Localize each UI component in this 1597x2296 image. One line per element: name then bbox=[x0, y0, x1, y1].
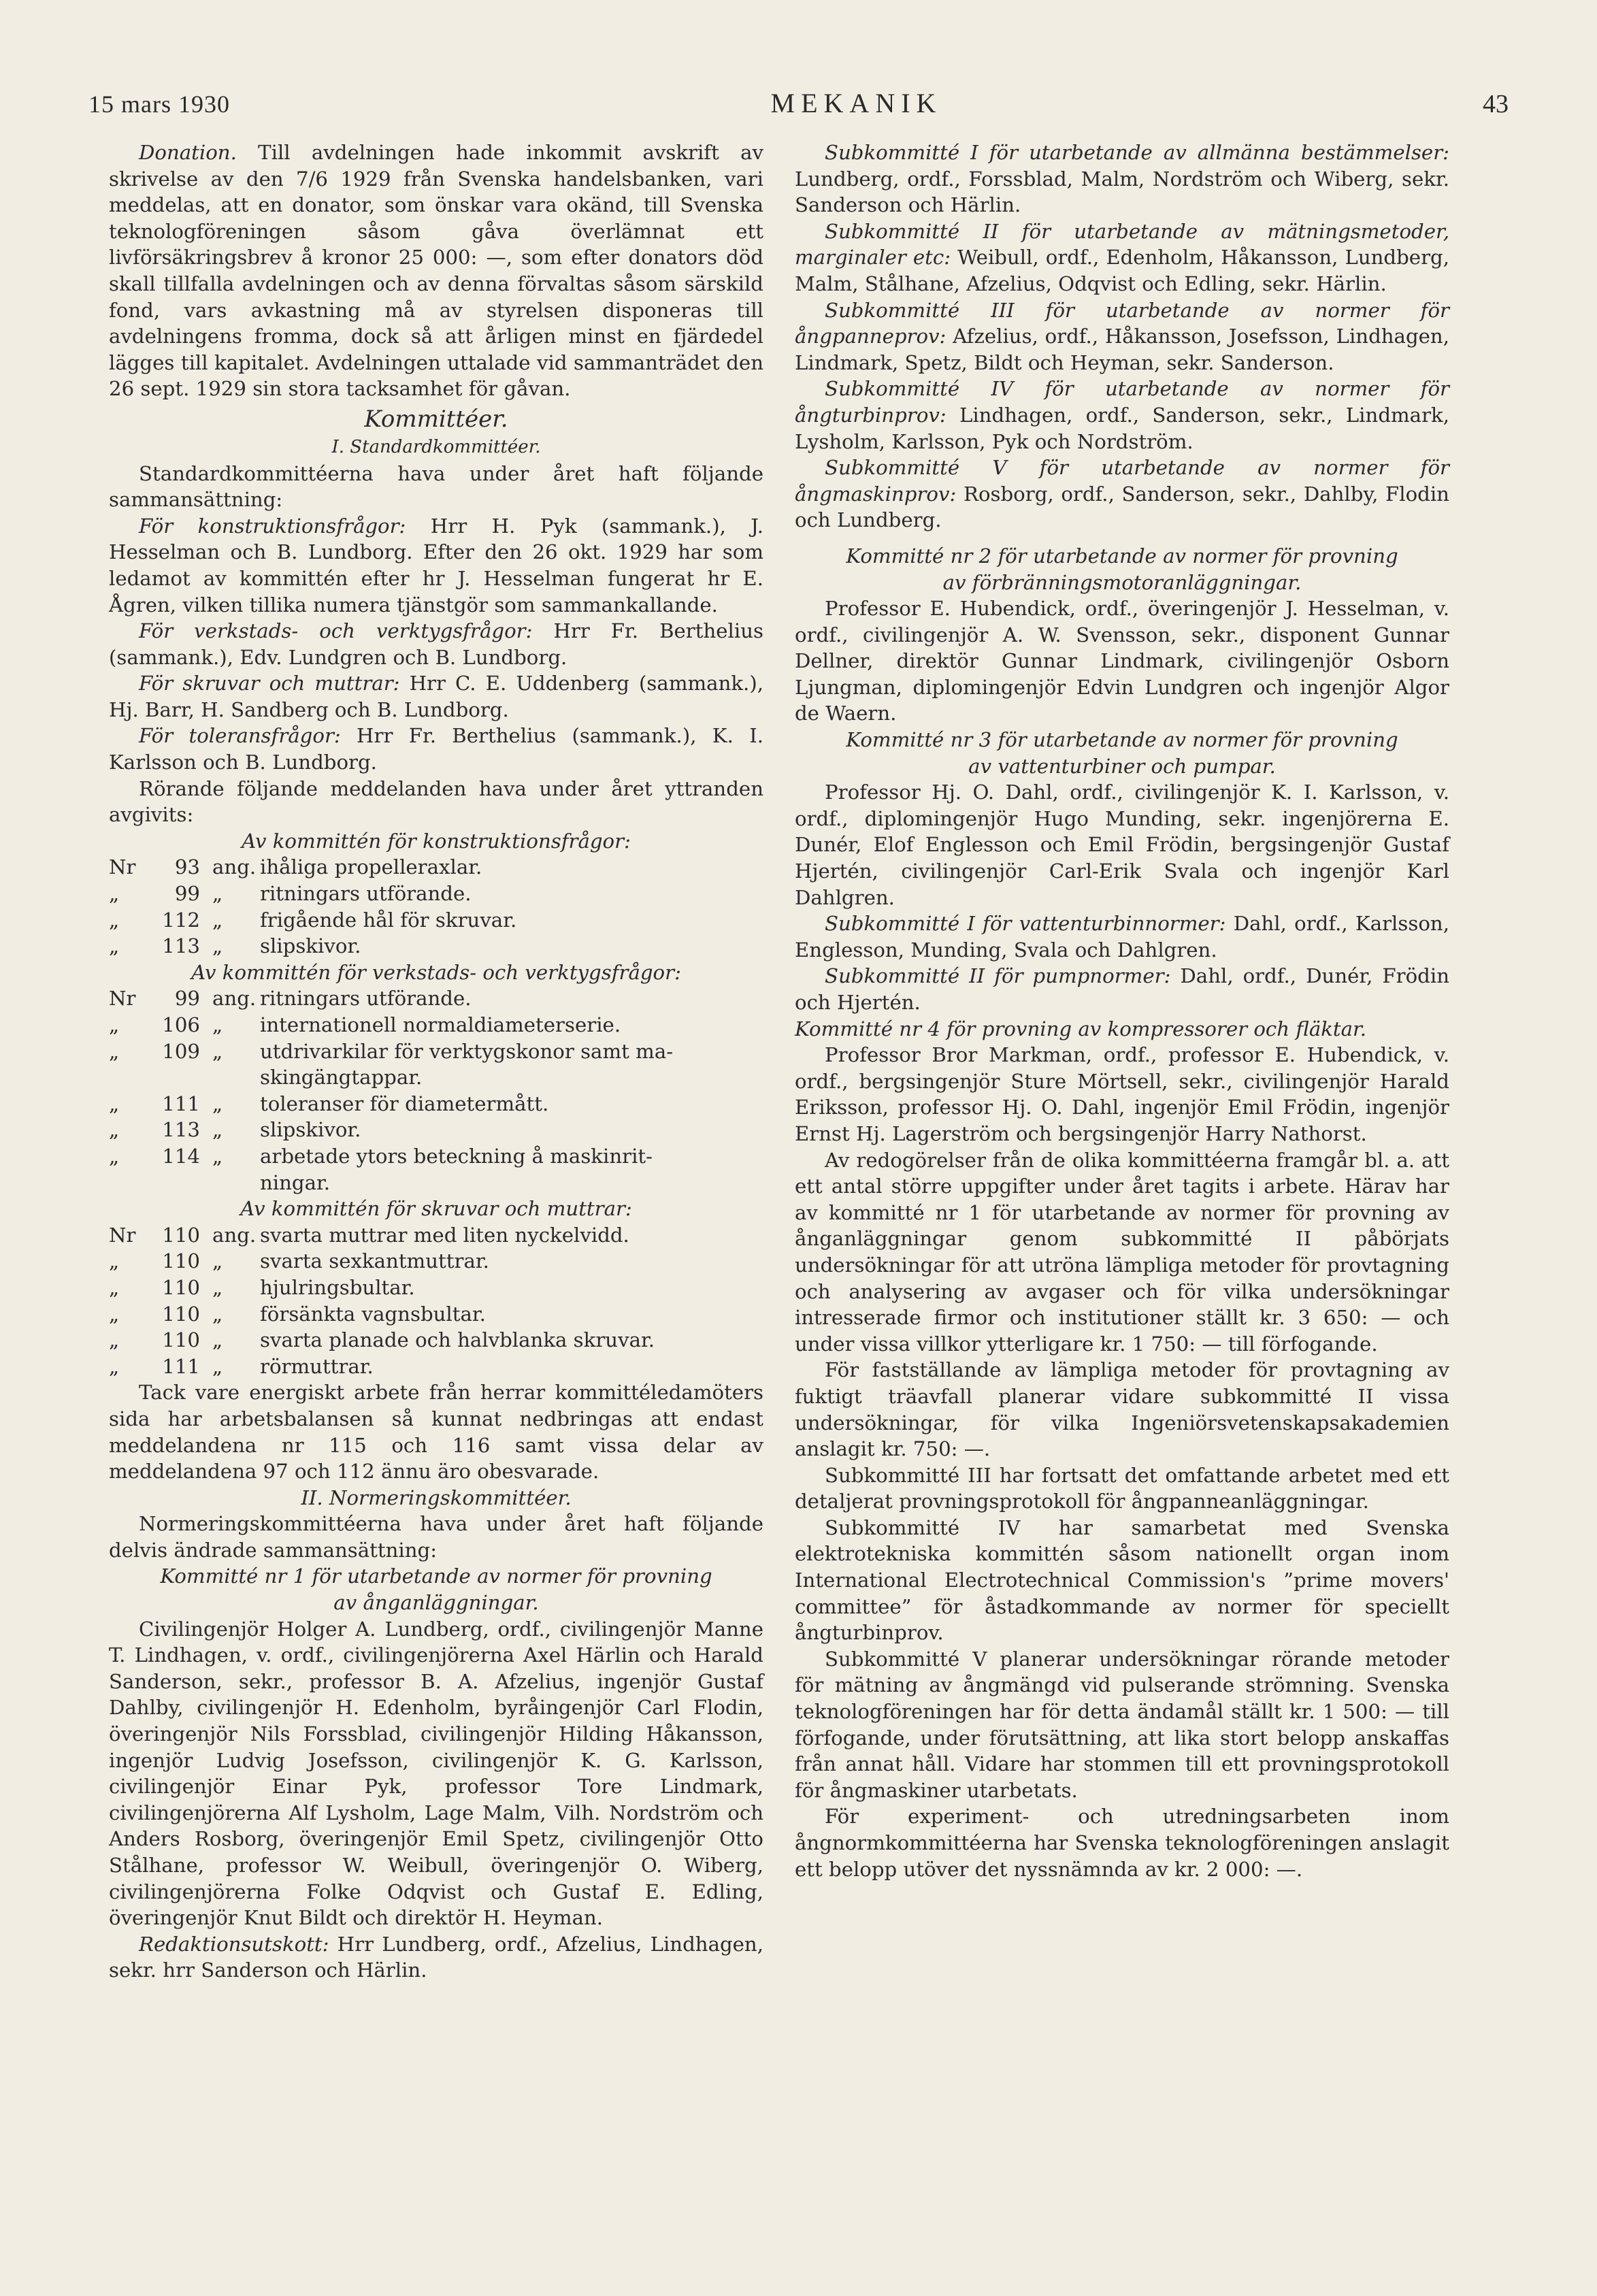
list-item-abbrev: „ bbox=[212, 1144, 223, 1168]
list-verkstads bbox=[109, 985, 763, 1196]
list-item-prefix: „ bbox=[109, 1354, 120, 1378]
kommitte1-title: Kommitté nr 1 för utarbetande av normer för provning bbox=[160, 1564, 712, 1588]
subkommitte2-paragraph: Subkommitté II för utarbetande av mätningsmetoder, marginaler etc: Weibull, ordf., Edenholm, Håkansson, Lundberg, Malm, Stålhane, Afzelius, Odqvist och Edling, sekr. Härlin. bbox=[795, 219, 1449, 295]
konstruktion-label: För konstruktionsfrågor: bbox=[139, 514, 406, 538]
subsection-title-normering: II. Normeringskommittéer. bbox=[301, 1486, 572, 1509]
list-item-number: 99 bbox=[174, 882, 200, 906]
k3-subkommitte1-label: Subkommitté I för vattenturbinnormer: bbox=[825, 912, 1226, 936]
tolerans-paragraph: För toleransfrågor: Hrr Fr. Berthelius (sammank.), K. I. Karlsson och B. Lundborg. bbox=[109, 724, 763, 774]
redaktionsutskott-label: Redaktionsutskott: bbox=[139, 1932, 329, 1956]
subkommitte4-label: Subkommitté IV för utarbetande av normer för ångturbinprov: bbox=[795, 377, 1449, 427]
list-item-prefix: „ bbox=[109, 882, 120, 906]
list-item bbox=[109, 1012, 763, 1038]
redaktionsutskott-paragraph: Redaktionsutskott: Hrr Lundberg, ordf., Afzelius, Lindhagen, sekr. hrr Sanderson och Härlin. bbox=[109, 1932, 763, 1982]
list-item bbox=[109, 1143, 763, 1170]
list-item-number: 110 bbox=[162, 1275, 200, 1299]
list-item-number: 110 bbox=[162, 1302, 200, 1326]
list-item-number: 113 bbox=[162, 1118, 200, 1142]
list-item-prefix: „ bbox=[109, 1302, 120, 1326]
kommitte2-title: Kommitté nr 2 för utarbetande av normer för provning bbox=[846, 544, 1398, 568]
list-item bbox=[109, 907, 763, 934]
header-date: 15 mars 1930 bbox=[88, 91, 230, 118]
kommitte3-title-line2: av vattenturbiner och pumpar. bbox=[968, 754, 1276, 778]
standard-intro: Standardkommittéerna hava under året haft följande sammansättning: bbox=[109, 461, 763, 512]
subkommitte1-paragraph: Subkommitté I för utarbetande av allmänna bestämmelser: Lundberg, ordf., Forssblad, Malm, Nordström och Wiberg, sekr. Sanderson och Härlin. bbox=[795, 141, 1449, 217]
list-item-abbrev: „ bbox=[212, 1118, 223, 1142]
list-item-continuation: ningar. bbox=[260, 1170, 331, 1194]
kommitte4-title: Kommitté nr 4 för provning av kompressorer och fläktar. bbox=[795, 1017, 1367, 1040]
konstruktion-paragraph: För konstruktionsfrågor: Hrr H. Pyk (sammank.), J. Hesselman och B. Lundborg. Efter den 26 okt. 1929 har som ledamot av kommittén efter hr J. Hesselman fungerat hr E. Ågren, vilken tillika numera tjänstgör som sammankallande. bbox=[109, 514, 763, 617]
list-item-prefix: „ bbox=[109, 1013, 120, 1036]
list-skruvar bbox=[109, 1222, 763, 1380]
list2-title: Av kommittén för verkstads- och verktygsfrågor: bbox=[191, 960, 681, 984]
list-item-prefix: „ bbox=[109, 1275, 120, 1299]
kommitte2-members: Professor E. Hubendick, ordf., överingenjör J. Hesselman, v. ordf., civilingenjör A. W. Svensson, sekr., disponent Gunnar Dellner, direktör Gunnar Lindmark, civilingenjör Osborn Ljungman, diplomingenjör Edvin Lundgren och ingenjör Algor de Waern. bbox=[795, 597, 1449, 725]
list-item-number: 110 bbox=[162, 1223, 200, 1247]
subsection-title-standard: I. Standardkommittéer. bbox=[331, 436, 541, 457]
list-item-text: rörmuttrar. bbox=[260, 1354, 374, 1378]
list-item-number: 109 bbox=[162, 1039, 200, 1063]
list-item-number: 112 bbox=[162, 908, 200, 932]
list-item-text: svarta planade och halvblanka skruvar. bbox=[260, 1328, 655, 1352]
list-item-continuation: skingängtappar. bbox=[260, 1066, 423, 1089]
donation-text: Till avdelningen hade inkommit avskrift av skrivelse av den 7/6 1929 från Svenska handelsbanken, vari meddelas, att en donator, som önskar vara okänd, till Svenska teknologföreningen såsom gåva överlämnat ett livförsäkringsbrev å kronor 25 000: —, som efter donators död skall tillfalla avdelningen och av denna förvaltas såsom särskild fond, vars avkastning må av styrelsen disponeras till avdelningens fromma, dock så att årligen minst en fjärdedel lägges till kapitalet. Avdelningen uttalade vid sammanträdet den 26 sept. 1929 sin stora tacksamhet för gåvan. bbox=[109, 141, 763, 401]
provtagning-paragraph: För fastställande av lämpliga metoder för provtagning av fuktigt träavfall planerar vidare subkommitté II vissa undersökningar, för vilka Ingeniörsvetenskapsakademien anslagit kr. 750: —. bbox=[795, 1358, 1449, 1461]
k3-subkommitte2-paragraph: Subkommitté II för pumpnormer: Dahl, ordf., Dunér, Frödin och Hjertén. bbox=[795, 964, 1449, 1014]
list-item-number: 111 bbox=[162, 1354, 200, 1378]
list-item-prefix: „ bbox=[109, 1039, 120, 1063]
donation-paragraph bbox=[109, 140, 763, 402]
list-item-prefix: „ bbox=[109, 934, 120, 958]
donation-lead: Donation. bbox=[139, 141, 237, 164]
section-title-kommitteer: Kommittéer. bbox=[364, 405, 508, 433]
left-column bbox=[109, 140, 763, 1984]
list-item-prefix: Nr bbox=[109, 987, 136, 1011]
list-item-abbrev: ang. bbox=[212, 1223, 257, 1247]
list-item-text: svarta muttrar med liten nyckelvidd. bbox=[260, 1223, 629, 1247]
list-item-text: ritningars utförande. bbox=[260, 882, 472, 906]
tack-paragraph: Tack vare energiskt arbete från herrar kommittéledamöters sida har arbetsbalansen så kunnat nedbringas att endast meddelandena nr 115 och 116 samt vissa delar av meddelandena 97 och 112 ännu äro obesvarade. bbox=[109, 1381, 763, 1483]
kommitte1-title-line2: av ånganläggningar. bbox=[333, 1591, 539, 1615]
list-item bbox=[109, 1248, 763, 1275]
list-item bbox=[109, 1327, 763, 1354]
list-item-abbrev: „ bbox=[212, 1249, 223, 1273]
subkommitte5-work-paragraph: Subkommitté V planerar undersökningar rörande metoder för mätning av ångmängd vid pulserande strömning. Svenska teknologföreningen har för detta ändamål ställt kr. 1 500: — till förfogande, under förutsättning, att lika stort belopp anskaffas från annat håll. Vidare har stommen till ett provningsprotokoll för ångmaskiner utarbetats. bbox=[795, 1647, 1449, 1802]
normering-intro: Normeringskommittéerna hava under året haft följande delvis ändrade sammansättning: bbox=[109, 1512, 763, 1562]
list-item-abbrev: „ bbox=[212, 1328, 223, 1352]
list-item-text: arbetade ytors beteckning å maskinrit- bbox=[260, 1144, 653, 1168]
list3-title: Av kommittén för skruvar och muttrar: bbox=[240, 1197, 632, 1221]
list-konstruktion bbox=[109, 854, 763, 959]
k3-subkommitte1-paragraph: Subkommitté I för vattenturbinnormer: Dahl, ordf., Karlsson, Englesson, Munding, Svala och Dahlgren. bbox=[795, 912, 1449, 962]
list-item bbox=[109, 881, 763, 907]
right-column bbox=[795, 140, 1449, 1882]
list-item-text: ritningars utförande. bbox=[260, 987, 472, 1011]
list-item-abbrev: „ bbox=[212, 908, 223, 932]
list-item-prefix: Nr bbox=[109, 1223, 136, 1247]
list-item-text: utdrivarkilar för verktygskonor samt ma- bbox=[260, 1039, 674, 1063]
subkommitte3-work-paragraph: Subkommitté III har fortsatt det omfattande arbetet med ett detaljerat provningsprotokoll för ångpanneanläggningar. bbox=[795, 1463, 1449, 1513]
list-item-number: 110 bbox=[162, 1249, 200, 1273]
list-item-number: 114 bbox=[162, 1144, 200, 1168]
kommitte1-members: Civilingenjör Holger A. Lundberg, ordf., civilingenjör Manne T. Lindhagen, v. ordf., civilingenjörerna Axel Härlin och Harald Sanderson, sekr., professor B. A. Afzelius, ingenjör Gustaf Dahlby, civilingenjör H. Edenholm, byråingenjör Carl Flodin, överingenjör Nils Forssblad, civilingenjör Hilding Håkansson, ingenjör Ludvig Josefsson, civilingenjör K. G. Karlsson, civilingenjör Einar Pyk, professor Tore Lindmark, civilingenjörerna Alf Lysholm, Lage Malm, Vilh. Nordström och Anders Rosborg, överingenjör Emil Spetz, civilingenjör Otto Stålhane, professor W. Weibull, överingenjör O. Wiberg, civilingenjörerna Folke Odqvist och Gustaf E. Edling, överingenjör Knut Bildt och direktör H. Heyman. bbox=[109, 1617, 763, 1930]
list-item-prefix: „ bbox=[109, 1092, 120, 1115]
verkstads-label: För verkstads- och verktygsfrågor: bbox=[139, 619, 533, 643]
rorande-paragraph: Rörande följande meddelanden hava under året yttranden avgivits: bbox=[109, 776, 763, 827]
kommitte3-title: Kommitté nr 3 för utarbetande av normer för provning bbox=[846, 728, 1398, 752]
list-item-text: toleranser för diametermått. bbox=[260, 1092, 549, 1115]
list-item-prefix: „ bbox=[109, 1144, 120, 1168]
list-item bbox=[109, 1301, 763, 1328]
list1-title: Av kommittén för konstruktionsfrågor: bbox=[242, 829, 631, 853]
list-item-number: 111 bbox=[162, 1092, 200, 1115]
header-journal-title: MEKANIK bbox=[770, 88, 942, 118]
subkommitte3-label: Subkommitté III för utarbetande av normer för ångpanneprov: bbox=[795, 298, 1449, 348]
list-item-text: hjulringsbultar. bbox=[260, 1275, 415, 1299]
list-item bbox=[109, 1091, 763, 1117]
list-item-abbrev: ang. bbox=[212, 855, 257, 879]
list-item-text: slipskivor. bbox=[260, 934, 361, 958]
list-item-abbrev: „ bbox=[212, 1302, 223, 1326]
list-item bbox=[109, 1222, 763, 1249]
subkommitte3-paragraph: Subkommitté III för utarbetande av normer för ångpanneprov: Afzelius, ordf., Håkansson, Josefsson, Lindhagen, Lindmark, Spetz, Bildt och Heyman, sekr. Sanderson. bbox=[795, 298, 1449, 374]
list-item-number: 106 bbox=[162, 1013, 200, 1036]
header-page-number: 43 bbox=[1482, 90, 1509, 118]
list-item bbox=[109, 985, 763, 1012]
kommitte3-members: Professor Hj. O. Dahl, ordf., civilingenjör K. I. Karlsson, v. ordf., diplomingenjör Hugo Munding, sekr. ingenjörerna E. Dunér, Elof Englesson och Emil Frödin, bergsingenjör Gustaf Hjertén, civilingenjör Carl-Erik Svala och ingenjör Karl Dahlgren. bbox=[795, 781, 1449, 909]
list-item-abbrev: „ bbox=[212, 1275, 223, 1299]
subkommitte5-label: Subkommitté V för utarbetande av normer för ångmaskinprov: bbox=[795, 456, 1449, 506]
list-item-text: svarta sexkantmuttrar. bbox=[260, 1249, 489, 1273]
list-item-abbrev: „ bbox=[212, 882, 223, 906]
list-item bbox=[109, 854, 763, 881]
list-item-number: 93 bbox=[174, 855, 200, 879]
kommitte2-title-line2: av förbränningsmotoranläggningar. bbox=[942, 570, 1302, 594]
list-item-abbrev: „ bbox=[212, 1354, 223, 1378]
list-item-number: 110 bbox=[162, 1328, 200, 1352]
list-item bbox=[109, 1038, 763, 1065]
list-item bbox=[109, 1117, 763, 1143]
subkommitte1-label: Subkommitté I för utarbetande av allmänna bestämmelser: bbox=[825, 141, 1449, 164]
list-item bbox=[109, 1275, 763, 1301]
skruvar-label: För skruvar och muttrar: bbox=[139, 672, 400, 695]
list-item-abbrev: „ bbox=[212, 934, 223, 958]
list-item-prefix: „ bbox=[109, 1118, 120, 1142]
experiment-paragraph: För experiment- och utredningsarbeten inom ångnormkommittéerna har Svenska teknologföreningen anslagit ett belopp utöver det nyssnämnda av kr. 2 000: —. bbox=[795, 1805, 1449, 1881]
subkommitte4-paragraph: Subkommitté IV för utarbetande av normer för ångturbinprov: Lindhagen, ordf., Sanderson, sekr., Lindmark, Lysholm, Karlsson, Pyk och Nordström. bbox=[795, 377, 1449, 453]
list-item-text: försänkta vagnsbultar. bbox=[260, 1302, 486, 1326]
list-item-abbrev: „ bbox=[212, 1039, 223, 1063]
skruvar-paragraph: För skruvar och muttrar: Hrr C. E. Uddenberg (sammank.), Hj. Barr, H. Sandberg och B. Lundborg. bbox=[109, 672, 763, 721]
list-item-text: ihåliga propelleraxlar. bbox=[260, 855, 482, 879]
list-item-number: 113 bbox=[162, 934, 200, 958]
list-item-prefix: „ bbox=[109, 908, 120, 932]
k3-subkommitte2-label: Subkommitté II för pumpnormer: bbox=[825, 964, 1171, 988]
list-item-number: 99 bbox=[174, 987, 200, 1011]
list-item bbox=[109, 1354, 763, 1380]
subkommitte4-work-paragraph: Subkommitté IV har samarbetat med Svenska elektrotekniska kommittén såsom nationellt organ inom International Electrotechnical Commission's ”prime movers' committee” för åstadkommande av normer för speciellt ångturbinprov. bbox=[795, 1515, 1449, 1645]
list-item-prefix: „ bbox=[109, 1328, 120, 1352]
redogorelse-paragraph: Av redogörelser från de olika kommittéerna framgår bl. a. att ett antal större uppgifter under året tagits i arbete. Härav har av kommitté nr 1 för utarbetande av normer för provning av ånganläggningar genom subkommitté II påbörjats undersökningar för att utröna lämpliga metoder för provtagning och analysering av avgaser och för vilka undersökningar intresserade firmor och institutioner ställt kr. 3 650: — och under vissa villkor ytterligare kr. 1 750: — till förfogande. bbox=[795, 1148, 1449, 1356]
list-item-abbrev: ang. bbox=[212, 987, 257, 1011]
subkommitte2-label: Subkommitté II för utarbetande av mätningsmetoder, marginaler etc: bbox=[795, 219, 1449, 269]
list-item-text: internationell normaldiameterserie. bbox=[260, 1013, 621, 1036]
list-item-abbrev: „ bbox=[212, 1092, 223, 1115]
list-item-abbrev: „ bbox=[212, 1013, 223, 1036]
subkommitte5-paragraph: Subkommitté V för utarbetande av normer för ångmaskinprov: Rosborg, ordf., Sanderson, sekr., Dahlby, Flodin och Lundberg. bbox=[795, 456, 1449, 532]
page-header bbox=[88, 87, 1509, 128]
list-item-prefix: „ bbox=[109, 1249, 120, 1273]
list-item-prefix: Nr bbox=[109, 855, 136, 879]
tolerans-label: För toleransfrågor: bbox=[139, 724, 341, 748]
verkstads-paragraph: För verkstads- och verktygsfrågor: Hrr Fr. Berthelius (sammank.), Edv. Lundgren och B. Lundborg. bbox=[109, 619, 764, 669]
kommitte4-members: Professor Bror Markman, ordf., professor E. Hubendick, v. ordf., bergsingenjör Sture Mörtsell, sekr., civilingenjör Harald Eriksson, professor Hj. O. Dahl, ingenjör Emil Frödin, ingenjör Ernst Hj. Lagerström och bergsingenjör Harry Nathorst. bbox=[795, 1043, 1449, 1145]
list-item bbox=[109, 933, 763, 960]
list-item-text: slipskivor. bbox=[260, 1118, 361, 1142]
list-item-text: frigående hål för skruvar. bbox=[260, 908, 517, 932]
